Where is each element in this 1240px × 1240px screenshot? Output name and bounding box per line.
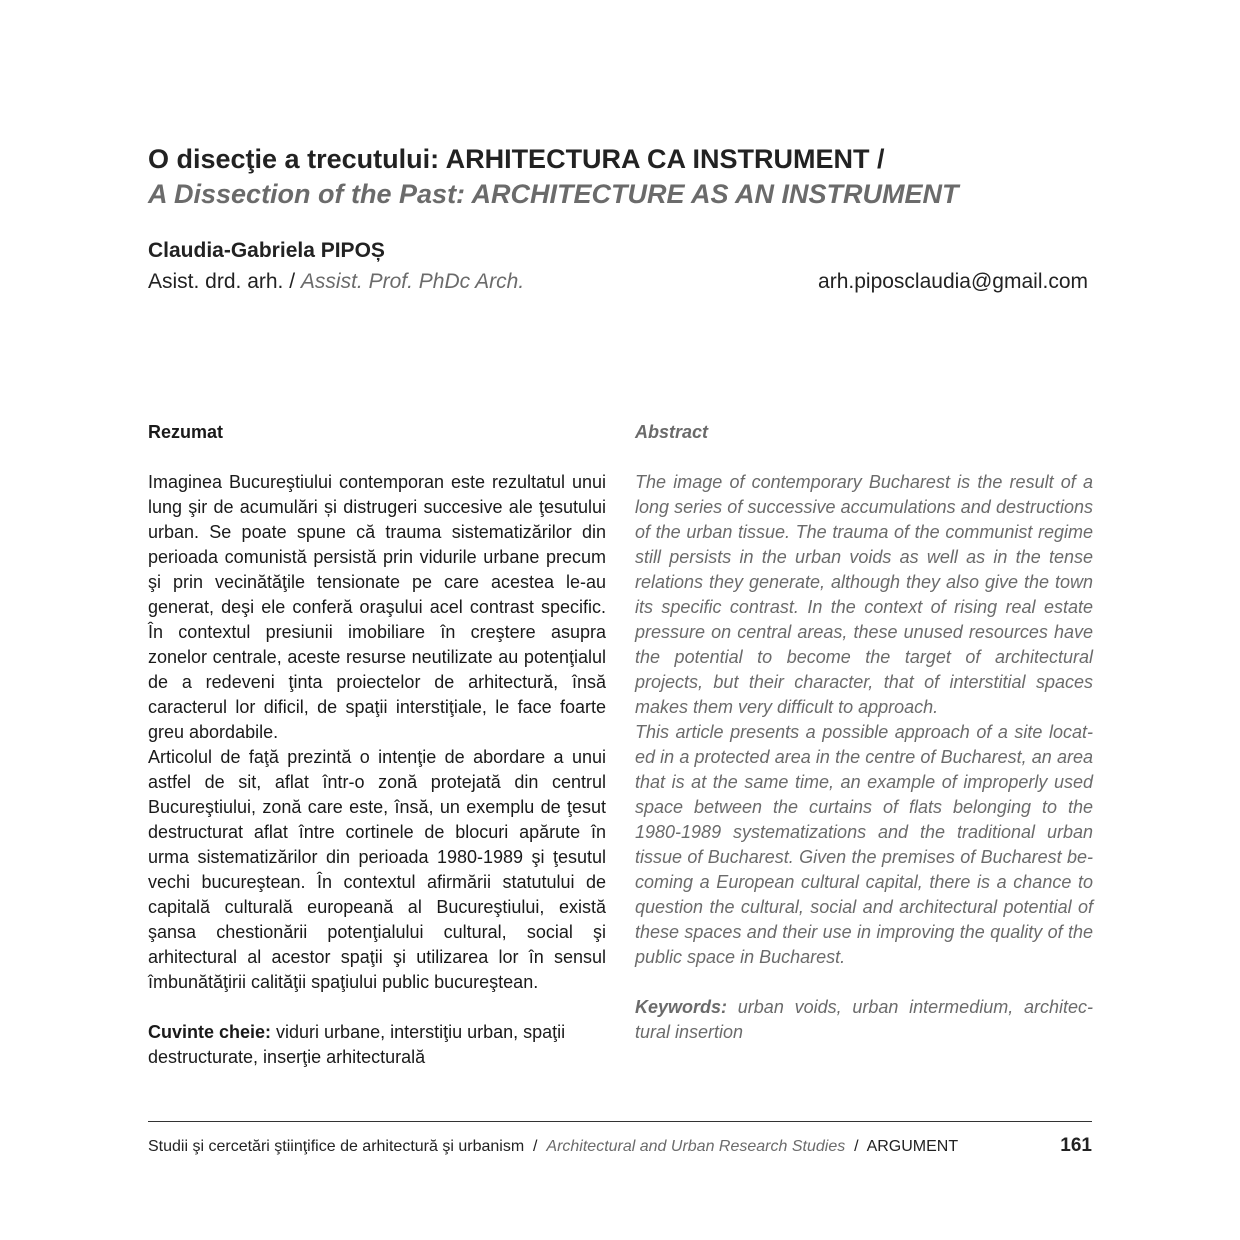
keywords-list: urban voids, urban intermedium, architectural insertion (635, 997, 1093, 1042)
rezumat-keywords (148, 1020, 606, 1070)
affiliation-english: Assist. Prof. PhDc Arch. (300, 270, 525, 293)
affiliation-romanian: Asist. drd. arh. / (148, 270, 296, 293)
keywords-list: viduri urbane, interstiţiu urban, spaţii destructurate, inserţie arhitecturală (148, 1022, 566, 1067)
journal-name-romanian: Studii şi cercetări ştiinţifice de arhitectură şi urbanism (148, 1138, 525, 1155)
author-email[interactable]: arh.piposclaudia@gmail.com (818, 270, 1088, 293)
rezumat-paragraph: Articolul de faţă prezintă o intenţie de abordare a unui astfel de sit, aflat într-o zonă protejată din centrul Bucureştiului, zonă care este, însă, un exemplu de ţesut destructurat aflat între cortinele de blocuri apărute în urma sistematizărilor din perioada 1980-1989 şi ţesutul vechi bucureştean. În contextul afirmării statutului de capitală culturală europeană al Bucureştiului, există şansa chestionării potenţialului cultural, social şi arhitectural al acestor spaţii şi utilizarea lor în sensul îmbunătăţirii calităţii spaţiului public bucureştean. (148, 747, 606, 992)
journal-series: ARGUMENT (866, 1138, 959, 1155)
abstract-body (635, 470, 1093, 970)
abstract-heading: Abstract (635, 422, 709, 442)
abstract-paragraph: The image of contemporary Bucharest is the result of a long series of successive accumulations and destructions of the urban tissue. The trauma of the communist regime still persists in the urban voids as well as in the tense relations they generate, although they also give the town its specific contrast. In the context of rising real estate pressure on central areas, these unused resources have the potential to become the target of architectural projects, but their character, that of interstitial spaces makes them very difficult to approach. (635, 472, 1093, 717)
abstract-keywords (635, 995, 1093, 1045)
abstract-column (635, 420, 1093, 1045)
article-title-english: A Dissection of the Past: ARCHITECTURE AS AN INSTRUMENT (148, 179, 959, 209)
rezumat-paragraph: Imaginea Bucureştiului contemporan este rezultatul unui lung şir de acumulări și distrugeri succesive ale ţesutului urban. Se poate spune că trauma sistematizărilor din perioada comunistă persistă prin vidurile urbane precum şi prin vecinătăţile tensionate pe care acestea le-au generat, deşi ele conferă oraşului acel contrast specific. În contextul presiunii imobiliare în creştere asupra zonelor centrale, aceste resurse neutilizate au potenţialul de a redeveni ţinta proiectelor de arhitectură, însă caracterul lor dificil, de spaţii interstiţiale, le face foarte greu abordabile. (148, 472, 606, 742)
page-number: 161 (1060, 1135, 1092, 1156)
author-affiliation (148, 268, 524, 296)
running-footer (148, 1136, 958, 1158)
rezumat-heading: Rezumat (148, 422, 224, 442)
article-title-romanian: O disecţie a trecutului: ARHITECTURA CA INSTRUMENT / (148, 144, 885, 174)
footer-divider (148, 1121, 1092, 1122)
author-name: Claudia-Gabriela PIPOȘ (148, 239, 385, 262)
abstract-paragraph: This article presents a possible approach of a site located in a protected area in the centre of Bucharest, an area that is at the same time, an example of improperly used space between the curtains of flats belonging to the 1980-1989 systematizations and the traditional urban tissue of Bucharest. Given the premises of Bucharest becoming a European cultural capital, there is a chance to question the cultural, social and architectural potential of these spaces and their use in improving the quality of the public space in Bucharest. (635, 722, 1093, 967)
journal-name-english: Architectural and Urban Research Studies (546, 1138, 846, 1155)
footer-separator: / (845, 1138, 867, 1155)
keywords-label: Keywords: (635, 997, 728, 1017)
rezumat-body (148, 470, 606, 995)
keywords-label: Cuvinte cheie: (148, 1022, 272, 1042)
rezumat-column (148, 420, 606, 1070)
footer-separator: / (524, 1138, 547, 1155)
